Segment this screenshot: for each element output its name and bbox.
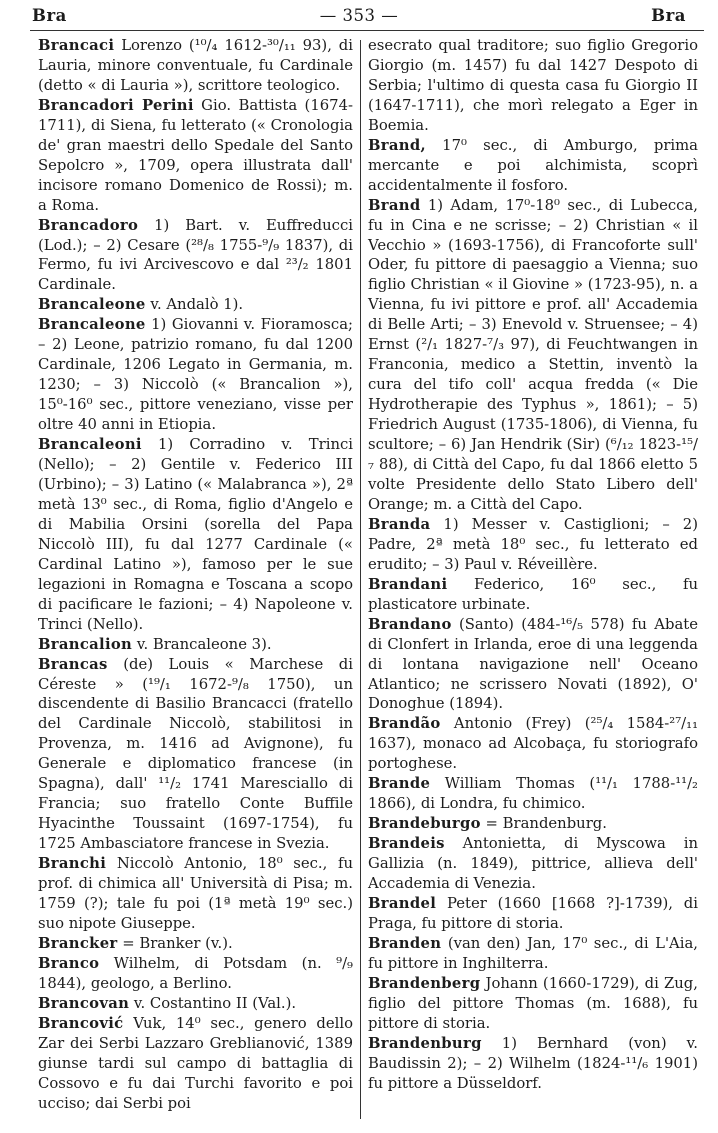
header-right-guideword: Bra <box>651 5 686 25</box>
dictionary-entry <box>368 575 698 615</box>
entry-text: Vuk, 14⁰ sec., genero dello Zar dei Serbi Lazzaro Greblianović, 1389 giunse tardi sul campo di battaglia di Cossovo e fu dai Turchi favorito e poi ucciso; dai Serbi poi <box>38 1014 353 1112</box>
entry-headword: Brancaci <box>38 37 115 54</box>
dictionary-entry <box>368 894 698 934</box>
entry-headword: Brancović <box>38 1014 124 1032</box>
entry-headword: Brande <box>368 775 431 793</box>
entry-headword: Brand <box>368 196 421 214</box>
dictionary-entry <box>38 635 353 655</box>
entry-headword: Brancadoro <box>38 216 139 234</box>
entry-text: 1) Adam, 17⁰-18⁰ sec., di Lubecca, fu in Cina e ne scrisse; – 2) Christian « il Vecchio » (1693-1756), di Francoforte sull' Oder, fu pittore di paesaggio a Vienna; suo figlio Christian « il Giovine » (1723-95), n. a Vienna, fu ivi pittore e prof. all' Accademia di Belle Arti; – 3) Enevold v. Struensee; – 4) Ernst (²/₁ 1827-⁷/₃ 97), di Feuchtwangen in Franconia, medico a Stettin, inventò la cura del tifo coll' acqua fredda (« Die Hydrotherapie des Typhus », 1861); – 5) Friedrich August (1735-1806), di Vienna, fu scultore; – 6) Jan Hendrik (Sir) (⁶/₁₂ 1823-¹⁵/₇ 88), di Città del Capo, fu dal 1866 eletto 5 volte Presidente dello Stato Libero dell' Orange; m. a Città del Capo. <box>368 196 698 513</box>
entry-headword: Brancaleoni <box>38 436 142 454</box>
entry-text: 1) Bart. v. Euffreducci (Lod.); – 2) Cesare (²⁸/₈ 1755-⁹/₉ 1837), di Fermo, fu ivi Arcivescovo e dal ²³/₂ 1801 Cardinale. <box>38 216 353 294</box>
dictionary-entry <box>368 714 698 774</box>
entry-text: Lorenzo (¹⁰/₄ 1612-³⁰/₁₁ 93), di Lauria, minore conventuale, fu Cardinale (detto « di Lauria »), scrittore teologico. <box>38 37 353 94</box>
entry-headword: Brandenberg <box>368 974 481 992</box>
entry-headword: Brancas <box>38 655 108 673</box>
entry-text: 1) Corradino v. Trinci (Nello); – 2) Gentile v. Federico III (Urbino); – 3) Latino (« Malabranca »), 2ª metà 13⁰ sec., di Roma, figlio d'Angelo e di Mabilia Orsini (sorella del Papa Niccolò III), fu dal 1277 Cardinale (« Cardinal Latino »), famoso per le sue legazioni in Romagna e Toscana a scopo di pacificare le fazioni; – 4) Napoleone v. Trinci (Nello). <box>38 436 353 633</box>
dictionary-entry <box>368 136 698 196</box>
entry-headword: Brancalion <box>38 635 133 653</box>
entry-headword: Brandel <box>368 894 437 912</box>
entry-text: esecrato qual traditore; suo figlio Gregorio Giorgio (m. 1457) fu dal 1427 Despoto di Serbia; l'ultimo di questa casa fu Giorgio II (1647-1711), che morì relegato a Eger in Boemia. <box>368 37 698 134</box>
entry-text: v. Costantino II (Val.). <box>133 994 297 1012</box>
entry-text: = Brandenburg. <box>485 815 607 833</box>
dictionary-entry <box>38 315 353 435</box>
entry-headword: Branco <box>38 954 100 972</box>
dictionary-entry <box>38 96 353 216</box>
entry-text: Niccolò Antonio, 18⁰ sec., fu prof. di chimica all' Università di Pisa; m. 1759 (?); tale fu poi (1ª metà 19⁰ sec.) suo nipote Giuseppe. <box>38 855 353 932</box>
entry-headword: Brancaleone <box>38 296 146 314</box>
entry-headword: Branden <box>368 934 442 952</box>
dictionary-entry <box>38 435 353 635</box>
dictionary-entry <box>368 814 698 834</box>
dictionary-entry <box>368 196 698 515</box>
entry-headword: Branda <box>368 515 431 533</box>
dictionary-entry <box>368 834 698 894</box>
dictionary-entry <box>368 774 698 814</box>
entry-headword: Brandani <box>368 575 448 593</box>
entry-text: = Branker (v.). <box>122 934 233 952</box>
header-left-guideword: Bra <box>32 5 67 25</box>
dictionary-entry <box>38 854 353 934</box>
dictionary-entry <box>368 36 698 136</box>
entry-headword: Brandenburg <box>368 1034 482 1052</box>
column-divider <box>360 40 361 1119</box>
entry-headword: Brandão <box>368 715 441 733</box>
dictionary-entry <box>368 1034 698 1094</box>
dictionary-entry <box>368 974 698 1034</box>
entry-headword: Brancovan <box>38 994 130 1012</box>
dictionary-entry <box>38 36 353 96</box>
dictionary-entry <box>38 295 353 315</box>
entry-headword: Brancaleone <box>38 316 146 334</box>
entry-text: Federico, 16⁰ sec., fu plasticatore urbinate. <box>368 575 698 613</box>
dictionary-entry <box>38 954 353 994</box>
dictionary-entry <box>368 515 698 575</box>
entry-text: Wilhelm, di Potsdam (n. ⁹/₉ 1844), geologo, a Berlino. <box>38 954 353 992</box>
entry-text: Peter (1660 [1668 ?]-1739), di Praga, fu pittore di storia. <box>368 894 698 932</box>
entry-text: 1) Bernhard (von) v. Baudissin 2); – 2) Wilhelm (1824-¹¹/₆ 1901) fu pittore a Düsseldorf. <box>368 1034 698 1092</box>
entry-text: Antonietta, di Myscowa in Gallizia (n. 1849), pittrice, allieva dell' Accademia di Venezia. <box>368 835 698 893</box>
header-rule <box>30 30 704 31</box>
entry-text: 1) Giovanni v. Fioramosca; – 2) Leone, patrizio romano, fu dal 1200 Cardinale, 1206 Legato in Germania, m. 1230; – 3) Niccolò (« Brancalion »), 15⁰-16⁰ sec., pittore veneziano, visse per oltre 40 anni in Etiopia. <box>38 316 353 434</box>
entry-text: v. Andalò 1). <box>150 296 244 314</box>
page-header <box>32 4 686 26</box>
right-column <box>368 36 698 1125</box>
entry-headword: Branchi <box>38 855 107 873</box>
entry-text: Antonio (Frey) (²⁵/₄ 1584-²⁷/₁₁ 1637), monaco ad Alcobaça, fu storiografo portoghese. <box>368 715 698 773</box>
dictionary-entry <box>38 934 353 954</box>
dictionary-entry <box>38 1014 353 1114</box>
entry-text: 1) Messer v. Castiglioni; – 2) Padre, 2ª metà 18⁰ sec., fu letterato ed erudito; – 3) Paul v. Réveillère. <box>368 515 698 573</box>
entry-headword: Brandeburgo <box>368 815 481 833</box>
entry-headword: Brancadori Perini <box>38 96 194 114</box>
dictionary-entry <box>368 615 698 715</box>
entry-headword: Brancker <box>38 934 118 952</box>
entry-headword: Brandeis <box>368 835 445 853</box>
entry-headword: Brand, <box>368 136 426 154</box>
entry-text: 17⁰ sec., di Amburgo, prima mercante e poi alchimista, scoprì accidentalmente il fosforo. <box>368 136 698 194</box>
page-number: — 353 — <box>319 5 399 25</box>
dictionary-entry <box>38 994 353 1014</box>
entry-headword: Brandano <box>368 615 452 633</box>
entry-text: Johann (1660-1729), di Zug, figlio del pittore Thomas (m. 1688), fu pittore di storia. <box>368 974 698 1032</box>
entry-text: Gio. Battista (1674-1711), di Siena, fu letterato (« Cronologia de' gran maestri dello Spedale del Santo Sepolcro », 1709, opera illustrata dall' incisore romano Domenico de Rossi); m. a Roma. <box>38 96 353 214</box>
entry-text: v. Brancaleone 3). <box>136 635 272 653</box>
dictionary-entry <box>38 216 353 296</box>
dictionary-entry <box>368 934 698 974</box>
dictionary-entry <box>38 655 353 855</box>
entry-text: (van den) Jan, 17⁰ sec., di L'Aia, fu pittore in Inghilterra. <box>368 934 698 972</box>
entry-text: William Thomas (¹¹/₁ 1788-¹¹/₂ 1866), di Londra, fu chimico. <box>368 775 698 813</box>
left-column <box>38 36 353 1125</box>
entry-text: (Santo) (484-¹⁶/₅ 578) fu Abate di Clonfert in Irlanda, eroe di una leggenda di lontana navigazione nell' Oceano Atlantico; ne scrissero Novati (1892), O' Donoghue (1894). <box>368 615 698 713</box>
entry-text: (de) Louis « Marchese di Céreste » (¹⁹/₁ 1672-⁹/₈ 1750), un discendente di Basilio Brancacci (fratello del Cardinale Niccolò, stabilitosi in Provenza, m. 1416 ad Avignone), fu Generale e diplomatico francese (in Spagna), dall' ¹¹/₂ 1741 Maresciallo di Francia; suo fratello Conte Buffile Hyacinthe Toussaint (1697-1754), fu 1725 Ambasciatore francese in Svezia. <box>38 655 353 853</box>
